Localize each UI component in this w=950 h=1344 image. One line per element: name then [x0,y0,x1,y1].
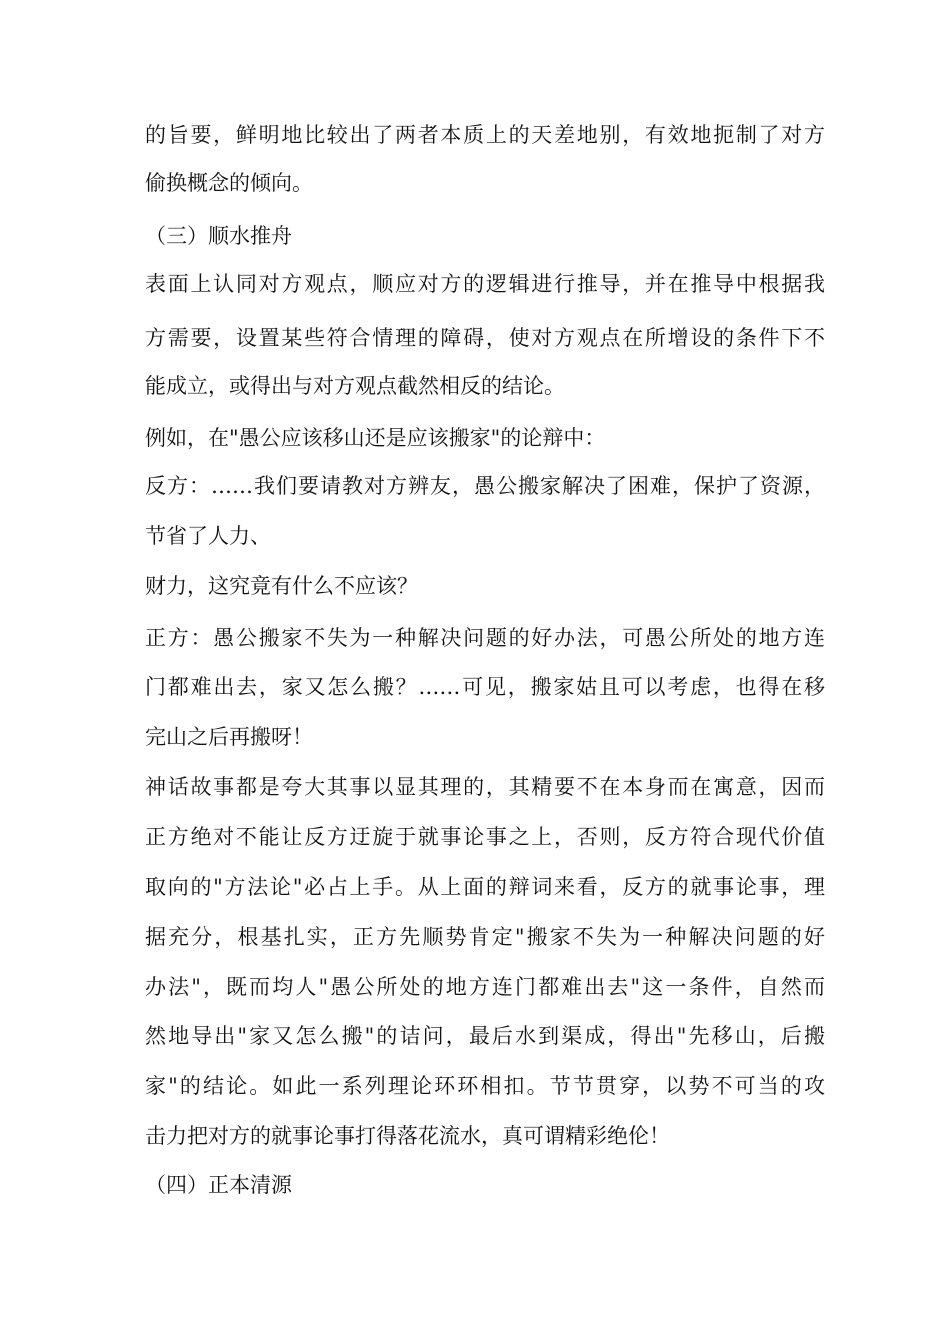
body-text-line: 财力，这究竟有什么不应该？ [145,574,418,598]
body-text-line: 门都难出去，家又怎么搬？……可见，搬家姑且可以考虑，也得在移 [145,675,825,699]
body-text-line: 节省了人力、 [145,524,271,548]
body-text-line: 击力把对方的就事论事打得落花流水，真可谓精彩绝伦！ [145,1124,670,1148]
body-text-line: 据充分，根基扎实，正方先顺势肯定"搬家不失为一种解决问题的好 [145,925,825,949]
body-text-line: 表面上认同对方观点，顺应对方的逻辑进行推导，并在推导中根据我 [145,272,825,296]
body-text-line: 办法"，既而均人"愚公所处的地方连门都难出去"这一条件，自然而 [145,975,825,999]
body-text-line: 正方：愚公搬家不失为一种解决问题的好办法，可愚公所处的地方连 [145,626,825,650]
body-text-line: 偷换概念的倾向。 [145,171,313,195]
body-text-line: 反方：……我们要请教对方辨友，愚公搬家解决了困难，保护了资源， [145,474,825,498]
section-heading: （四）正本清源 [145,1173,292,1197]
body-text-line: 取向的"方法论"必占上手。从上面的辩词来看，反方的就事论事，理 [145,875,825,899]
body-text-line: 家"的结论。如此一系列理论环环相扣。节节贯穿，以势不可当的攻 [145,1074,825,1098]
body-text-line: 例如，在"愚公应该移山还是应该搬家"的论辩中： [145,426,606,450]
body-text-line: 的旨要，鲜明地比较出了两者本质上的天差地别，有效地扼制了对方 [145,123,825,147]
body-text-line: 完山之后再搬呀！ [145,725,313,749]
body-text-line: 神话故事都是夸大其事以显其理的，其精要不在本身而在寓意，因而 [145,775,825,799]
section-heading: （三）顺水推舟 [145,224,292,248]
body-text-line: 正方绝对不能让反方迂旋于就事论事之上，否则，反方符合现代价值 [145,825,825,849]
body-text-line: 然地导出"家又怎么搬"的诘问，最后水到渠成，得出"先移山，后搬 [145,1024,825,1048]
body-text-line: 方需要，设置某些符合情理的障碍，使对方观点在所增设的条件下不 [145,326,825,350]
body-text-line: 能成立，或得出与对方观点截然相反的结论。 [145,374,565,398]
